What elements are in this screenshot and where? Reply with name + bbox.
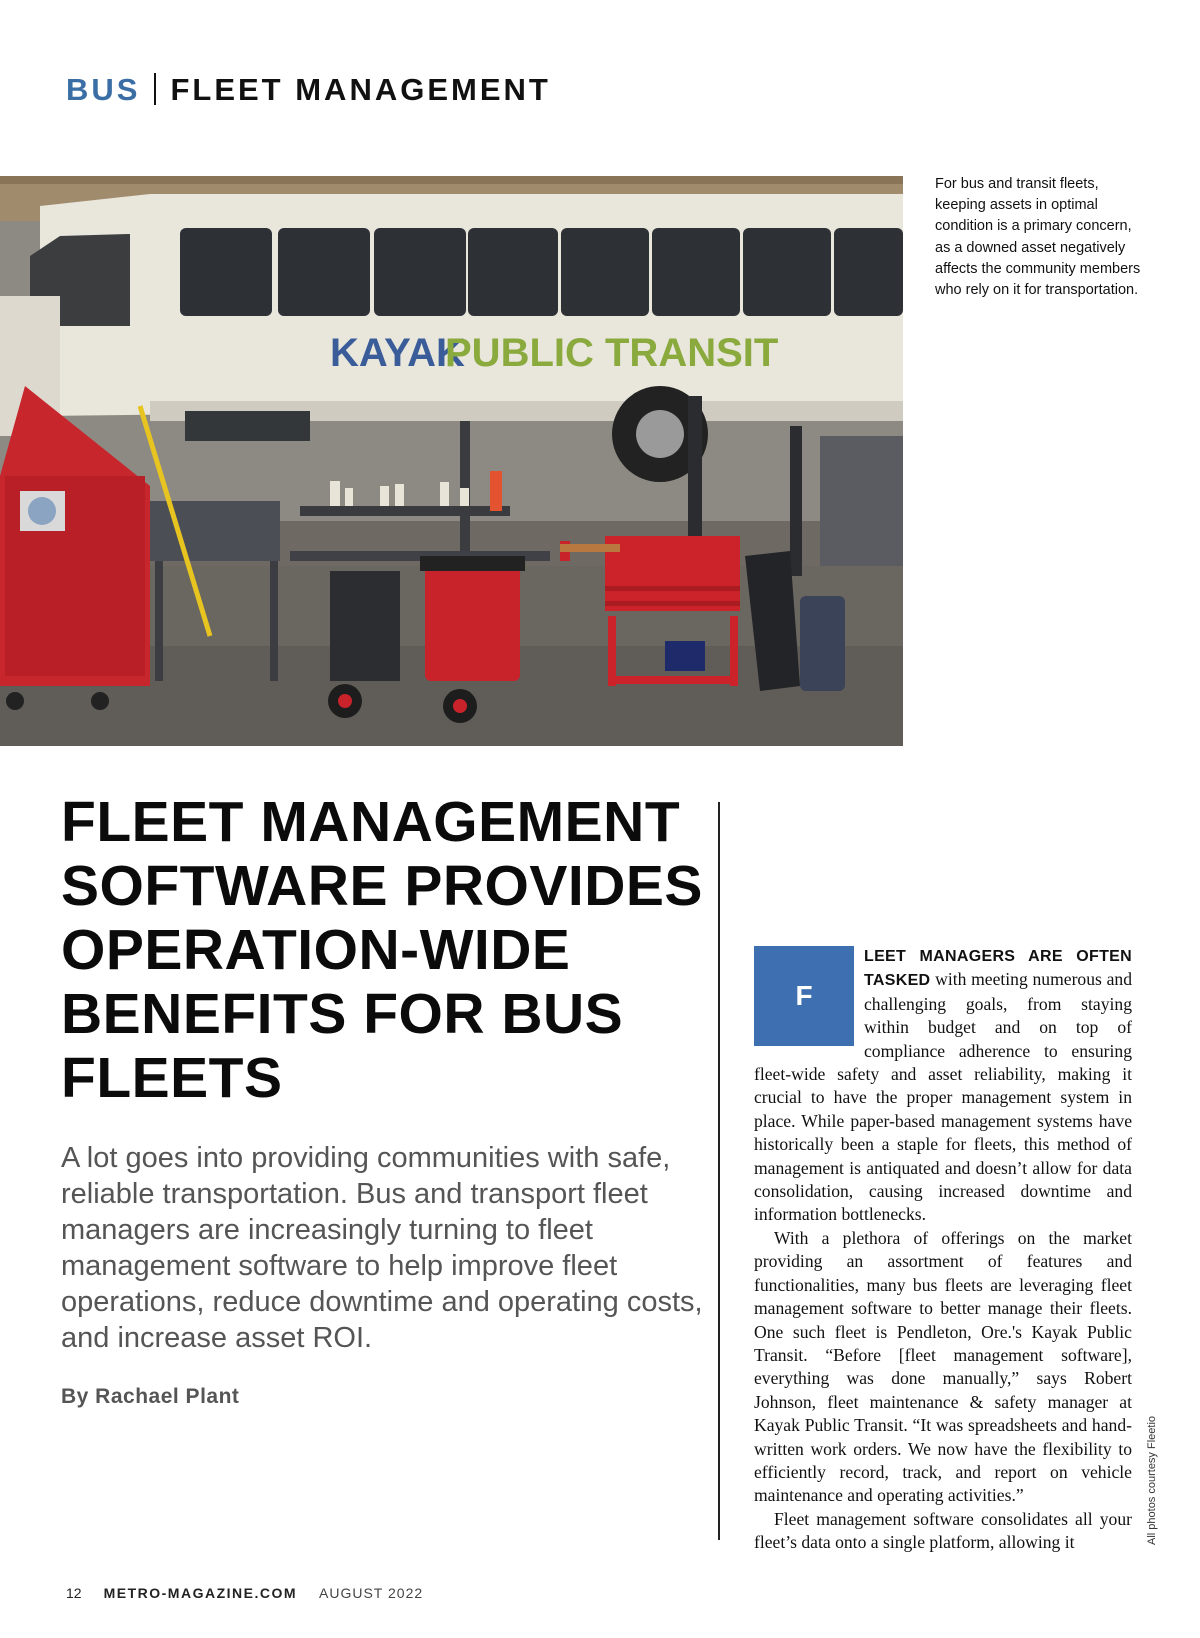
bus-logo-transit: PUBLIC TRANSIT — [445, 331, 779, 375]
drop-cap: F — [754, 946, 854, 1046]
lead-in: LEET MANAGERS ARE OFTEN TASKED — [864, 948, 1132, 990]
section-label: BUS — [66, 72, 141, 107]
body-paragraph: With a plethora of offerings on the market providing an assortment of features and functionalities, many bus fleets are leveraging fleet management software to better manage their fleets. One such fleet is Pendleton, Ore.'s Kayak Public Transit. “Before [fleet management software], everything was done manually,” says Robert Johnson, fleet maintenance & safety manager at Kayak Public Transit. “It was spreadsheets and hand-written work orders. We now have the flexibility to efficiently record, track, and report on vehicle maintenance and operating activities.” — [754, 1227, 1132, 1506]
column-divider — [718, 802, 720, 1540]
body-paragraph — [754, 944, 1132, 1227]
bus-garage-photo — [0, 176, 903, 746]
body-paragraph: Fleet management software consolidates all your fleet’s data onto a single platform, allowing it — [754, 1508, 1132, 1553]
photo-credit: All photos courtesy Fleetio — [1146, 1415, 1158, 1545]
paragraph-text: with meeting numerous and challenging goals, from staying within budget and on top of compliance adherence to ensuring fleet-wide safety and asset reliability, making it crucial to have the proper management system in place. While paper-based management systems have historically been a staple for fleets, this method of management is antiquated and doesn’t allow for data consolidation, causing increased downtime and information bottlenecks. — [754, 969, 1132, 1225]
header-divider — [154, 73, 156, 105]
section-header — [66, 72, 551, 108]
article-deck: A lot goes into providing communities with safe, reliable transportation. Bus and transport fleet managers are increasingly turning to fleet management software to help improve fleet operations, reduce downtime and operating costs, and increase asset ROI. — [61, 1142, 703, 1354]
page-number: 12 — [66, 1585, 82, 1601]
site-url: METRO-MAGAZINE.COM — [103, 1585, 298, 1601]
subsection-label: FLEET MANAGEMENT — [170, 72, 551, 107]
article-headline: FLEET MANAGEMENT SOFTWARE PROVIDES OPERATION-WIDE BENEFITS FOR BUS FLEETS — [61, 790, 703, 1110]
photo-caption: For bus and transit fleets, keeping assets in optimal condition is a primary concern, as a downed asset negatively affects the community members who rely on it for transportation. — [935, 176, 1141, 299]
issue-date: AUGUST 2022 — [319, 1585, 424, 1601]
page-footer — [66, 1585, 423, 1601]
article-body — [754, 944, 1132, 1555]
byline: By Rachael Plant — [61, 1385, 240, 1408]
bus-logo-kayak: KAYAK — [330, 331, 465, 375]
